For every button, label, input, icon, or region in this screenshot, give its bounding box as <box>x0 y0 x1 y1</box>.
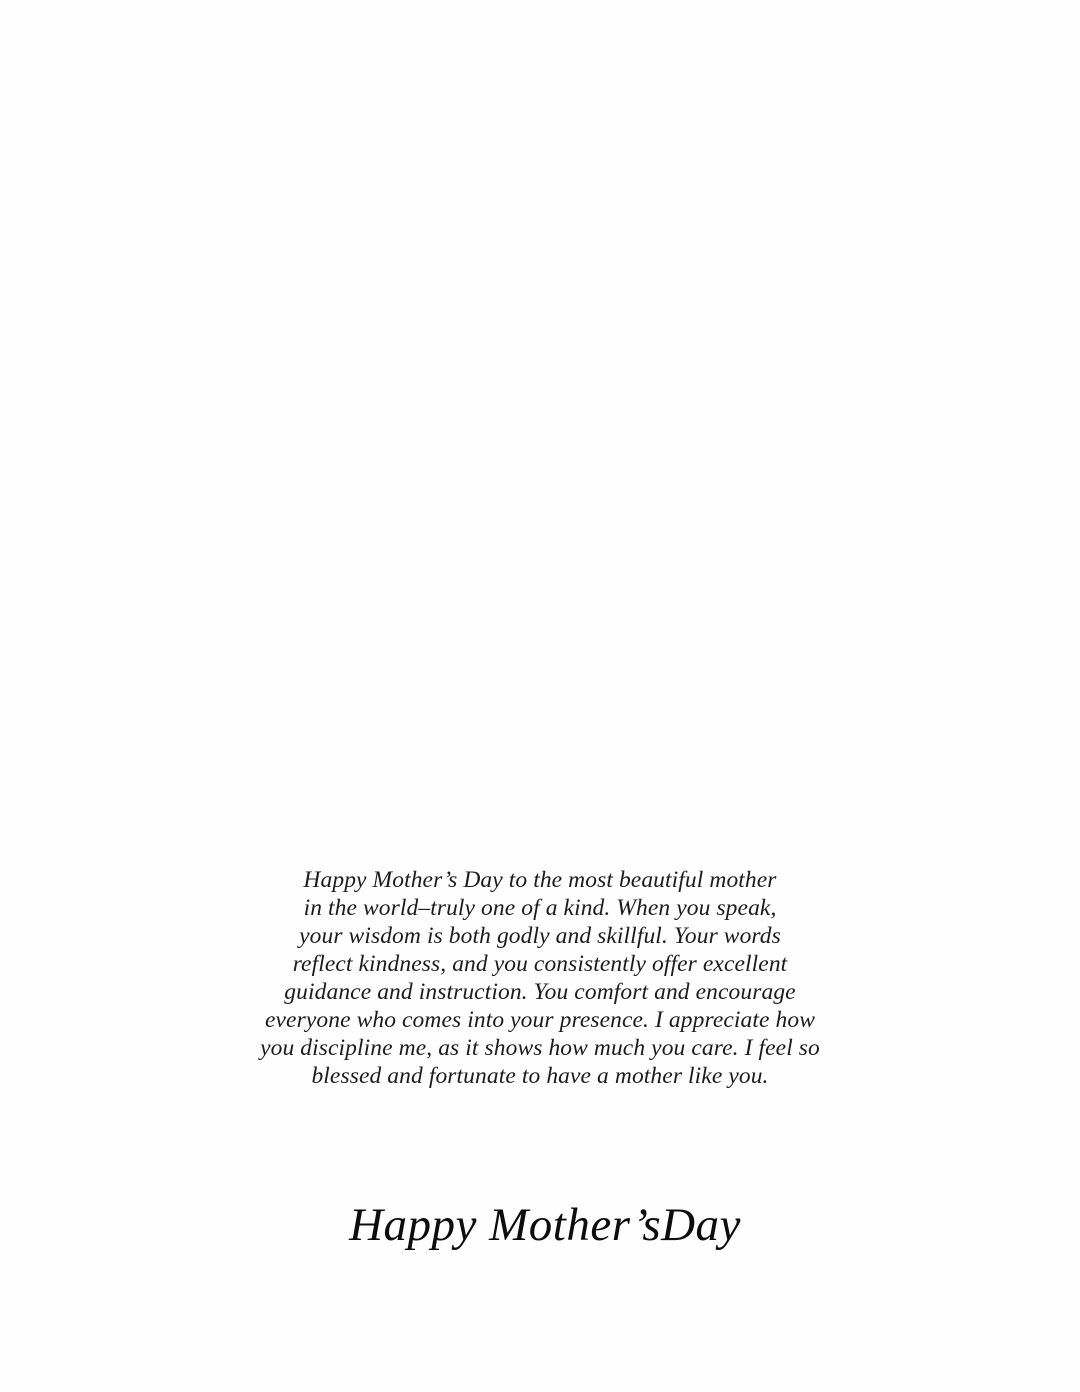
message-line: everyone who comes into your presence. I appreciate how <box>265 1007 815 1033</box>
message-line: your wisdom is both godly and skillful. Your words <box>299 923 781 949</box>
closing-heading: Happy Mother’sDay <box>349 1199 741 1251</box>
card-message <box>0 866 1080 1090</box>
message-line: you discipline me, as it shows how much you care. I feel so <box>260 1035 820 1061</box>
message-line: blessed and fortunate to have a mother like you. <box>311 1063 769 1089</box>
message-line: reflect kindness, and you consistently offer excellent <box>292 951 788 977</box>
message-line: guidance and instruction. You comfort and encourage <box>284 979 796 1005</box>
message-line: in the world–truly one of a kind. When you speak, <box>303 895 777 921</box>
message-line: Happy Mother’s Day to the most beautiful mother <box>303 867 777 893</box>
